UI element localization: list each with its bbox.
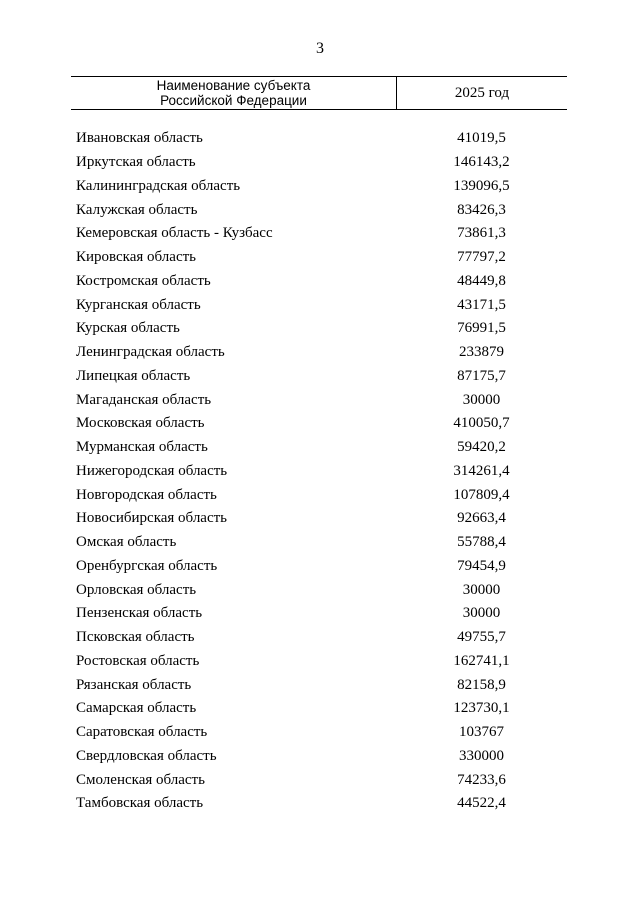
region-value-cell: 74233,6 xyxy=(457,771,506,788)
region-value-cell: 30000 xyxy=(462,581,501,598)
column-header-region-name-line2: Российской Федерации xyxy=(160,93,307,108)
region-name-cell: Рязанская область xyxy=(76,676,192,693)
table-row xyxy=(76,175,567,199)
region-value-cell: 82158,9 xyxy=(457,676,506,693)
table-row xyxy=(76,317,567,341)
region-value-cell: 314261,4 xyxy=(453,462,510,479)
region-name-cell: Омская область xyxy=(76,534,177,551)
region-value-cell: 83426,3 xyxy=(457,201,506,218)
region-name-cell: Мурманская область xyxy=(76,439,208,456)
region-value-cell: 48449,8 xyxy=(457,272,506,289)
region-value-cell: 77797,2 xyxy=(457,249,506,266)
table-row xyxy=(76,341,567,365)
table-row xyxy=(76,531,567,555)
region-value-cell: 49755,7 xyxy=(457,629,506,646)
region-value-cell: 162741,1 xyxy=(453,652,510,669)
table-row xyxy=(76,483,567,507)
region-value-cell: 41019,5 xyxy=(457,130,506,147)
table-row xyxy=(76,293,567,317)
region-name-cell: Оренбургская область xyxy=(76,557,218,574)
region-value-cell: 44522,4 xyxy=(457,795,506,812)
region-value-cell: 43171,5 xyxy=(457,296,506,313)
table-row xyxy=(76,792,567,816)
region-name-cell: Нижегородская область xyxy=(76,462,228,479)
region-value-cell: 330000 xyxy=(459,747,504,764)
table-row xyxy=(76,721,567,745)
table-row xyxy=(76,436,567,460)
region-name-cell: Липецкая область xyxy=(76,367,191,384)
table-row xyxy=(76,578,567,602)
table-row xyxy=(76,270,567,294)
region-name-cell: Московская область xyxy=(76,415,205,432)
table-row xyxy=(76,555,567,579)
region-name-cell: Иркутская область xyxy=(76,154,196,171)
table-row xyxy=(76,460,567,484)
region-value-cell: 59420,2 xyxy=(457,439,506,456)
region-value-cell: 30000 xyxy=(462,391,501,408)
region-value-cell: 76991,5 xyxy=(457,320,506,337)
table-row xyxy=(76,246,567,270)
table-row xyxy=(76,650,567,674)
region-name-cell: Тамбовская область xyxy=(76,795,204,812)
region-value-cell: 87175,7 xyxy=(457,367,506,384)
region-value-cell: 79454,9 xyxy=(457,557,506,574)
region-name-cell: Костромская область xyxy=(76,272,211,289)
column-header-year: 2025 год xyxy=(454,84,510,101)
region-name-cell: Ростовская область xyxy=(76,652,200,669)
region-value-cell: 410050,7 xyxy=(453,415,510,432)
region-name-cell: Псковская область xyxy=(76,629,195,646)
table-row xyxy=(76,507,567,531)
region-name-cell: Смоленская область xyxy=(76,771,205,788)
region-value-cell: 103767 xyxy=(459,724,504,741)
table-row xyxy=(76,222,567,246)
table-row xyxy=(76,365,567,389)
region-value-cell: 30000 xyxy=(462,605,501,622)
region-name-cell: Саратовская область xyxy=(76,724,208,741)
region-name-cell: Курганская область xyxy=(76,296,201,313)
region-value-cell: 146143,2 xyxy=(453,154,510,171)
table-row xyxy=(76,198,567,222)
region-value-cell: 107809,4 xyxy=(453,486,510,503)
table-body xyxy=(76,127,567,816)
region-name-cell: Орловская область xyxy=(76,581,197,598)
table-row xyxy=(76,673,567,697)
table-row xyxy=(76,151,567,175)
region-name-cell: Кировская область xyxy=(76,249,197,266)
table-row xyxy=(76,388,567,412)
region-name-cell: Новгородская область xyxy=(76,486,217,503)
region-name-cell: Ленинградская область xyxy=(76,344,225,361)
table-header xyxy=(71,76,567,110)
region-name-cell: Свердловская область xyxy=(76,747,217,764)
region-name-cell: Ивановская область xyxy=(76,130,203,147)
table-row xyxy=(76,626,567,650)
region-name-cell: Калининградская область xyxy=(76,177,241,194)
region-value-cell: 123730,1 xyxy=(453,700,510,717)
region-name-cell: Калужская область xyxy=(76,201,198,218)
region-value-cell: 92663,4 xyxy=(457,510,506,527)
region-name-cell: Новосибирская область xyxy=(76,510,228,527)
region-value-cell: 55788,4 xyxy=(457,534,506,551)
table-row xyxy=(76,127,567,151)
column-header-region-name xyxy=(71,77,397,109)
region-name-cell: Самарская область xyxy=(76,700,197,717)
column-header-region-name-line1: Наименование субъекта xyxy=(156,78,311,93)
region-value-cell: 233879 xyxy=(459,344,504,361)
region-value-cell: 139096,5 xyxy=(453,177,510,194)
region-name-cell: Пензенская область xyxy=(76,605,203,622)
region-name-cell: Магаданская область xyxy=(76,391,212,408)
region-value-cell: 73861,3 xyxy=(457,225,506,242)
table-row xyxy=(76,602,567,626)
page-number: 3 xyxy=(316,40,324,57)
table-row xyxy=(76,697,567,721)
table-row xyxy=(76,768,567,792)
table-row xyxy=(76,412,567,436)
table-row xyxy=(76,745,567,769)
region-name-cell: Курская область xyxy=(76,320,180,337)
region-name-cell: Кемеровская область - Кузбасс xyxy=(76,225,273,242)
